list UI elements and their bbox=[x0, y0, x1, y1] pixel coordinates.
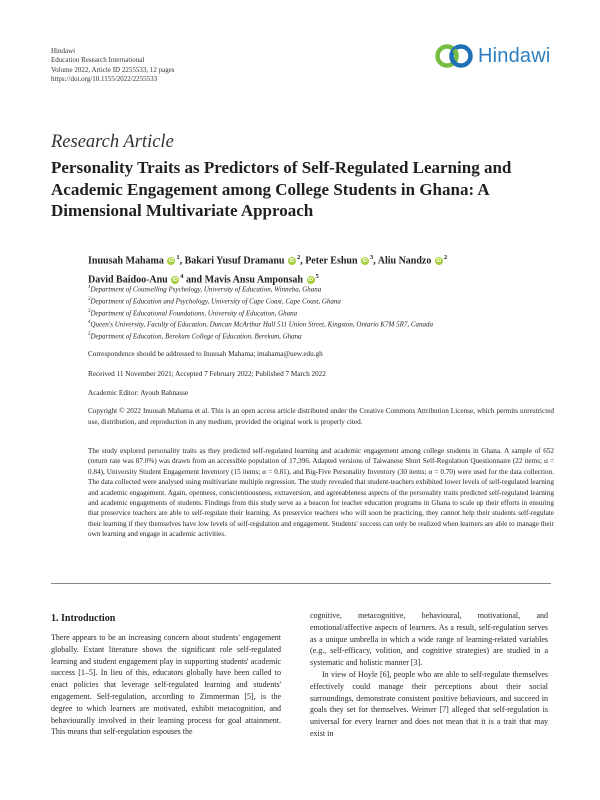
affiliation-item: $^1$Department of Counselling Psychology, University of Education, Winneba, Ghana bbox=[88, 285, 322, 294]
author-name[interactable]: Mavis Ansu Amponsah bbox=[204, 274, 303, 286]
copyright-notice: Copyright © 2022 Inuusah Mahama et al. This is an open access article distributed under the Creative Commons Attribution License, which permits unrestricted use, distribution, and reproduction in any medium, provided the original work is properly cited. bbox=[88, 407, 554, 426]
author-name[interactable]: Inuusah Mahama bbox=[88, 255, 164, 267]
author-sup: 4 bbox=[180, 272, 184, 280]
author-joiner: and bbox=[186, 274, 203, 286]
author-sup: 3 bbox=[370, 254, 374, 261]
affiliation-list bbox=[88, 283, 558, 342]
author-sup: 1 bbox=[176, 254, 180, 261]
author-name[interactable]: Peter Eshun bbox=[305, 255, 358, 267]
academic-editor: Academic Editor: Ayoub Bahnasse bbox=[88, 389, 189, 397]
journal-name: Education Research International bbox=[51, 56, 145, 65]
article-type: Research Article bbox=[51, 132, 174, 152]
article-title: Personality Traits as Predictors of Self-Regulated Learning and Academic Engagement among College Students in Ghana: A Dimensional Multivariate Approach bbox=[51, 158, 512, 220]
author-list: Inuusah Mahama $iD^1$, Bakari Yusuf Dramanu $iD^2$, Peter Eshun $iD^3$, Aliu Nandzo $iD^2$ David Baidoo-Anu $iD^4$ and Mavis Ansu Amponsah $iD^5$ bbox=[88, 254, 448, 286]
orcid-icon[interactable]: iD bbox=[362, 258, 368, 265]
orcid-icon[interactable]: iD bbox=[172, 277, 178, 284]
author-sup: 5 bbox=[315, 272, 319, 280]
body-paragraph: In view of Hoyle [6], people who are able to self-regulate themselves effectively could manage their perceptions about their social surroundings, demonstrate consistent positive behaviours, and succeed in goals they set for themselves. Weimer [7] alleged that self-regulation is universal for every learner and does not mean that it is a trait that may exist in bbox=[310, 669, 548, 738]
author-name[interactable]: Bakari Yusuf Dramanu bbox=[184, 255, 285, 267]
body-paragraph: cognitive, metacognitive, behavioural, motivational, and emotional/affective aspects of learners. As a result, self-regulation serves as a unique umbrella in which a wide range of learning-related variables (e.g., self-efficacy, volition, and cognitive strategies) are studied in a systematic and holistic manner [3]. bbox=[310, 611, 548, 668]
logo-text: Hindawi bbox=[478, 44, 551, 67]
left-column bbox=[51, 632, 281, 738]
author-sup: 2 bbox=[296, 254, 301, 261]
affiliation-item: $^4$Queen's University, Faculty of Education, Duncan McArthur Hall 511 Union Street, Kingston, Ontario K7M 5R7, Canada bbox=[88, 320, 434, 329]
body-paragraph: There appears to be an increasing concern about students' engagement globally. Extant literature shows the significant role self-regulated learning and student engagement play in supporting students' academic success [1–5]. In lieu of this, educators globally have been called to enact policies that leverage self-regulated learning and students' engagement. Self-regulation, according to Zimmerman [5], is the degree to which learners are motivated, exhibit metacognition, and behaviourally involved in their learning process for goal attainment. This means that self-regulation espouses the bbox=[51, 633, 281, 737]
affiliation-item: $^5$Department of Education, Berekum College of Education, Berekum, Ghana bbox=[88, 332, 302, 341]
affiliation-item: $^3$Department of Educational Foundations, University of Education, Ghana bbox=[88, 308, 298, 317]
author-sup: 2 bbox=[443, 254, 448, 261]
section-divider bbox=[51, 583, 551, 584]
hindawi-logo bbox=[434, 43, 551, 69]
correspondence: Correspondence should be addressed to Inuusah Mahama; imahama@uew.edu.gh bbox=[88, 350, 323, 358]
right-column bbox=[310, 610, 548, 740]
doi-link[interactable]: https://doi.org/10.1155/2022/2255533 bbox=[51, 75, 158, 84]
affiliation-item: $^2$Department of Education and Psychology, University of Cape Coast, Cape Coast, Ghana bbox=[88, 296, 341, 306]
publisher-name: Hindawi bbox=[51, 47, 76, 55]
orcid-icon[interactable]: iD bbox=[436, 258, 442, 265]
orcid-icon[interactable]: iD bbox=[308, 277, 313, 284]
volume-line: Volume 2022, Article ID 2255533, 12 pages bbox=[51, 65, 175, 74]
orcid-icon[interactable]: iD bbox=[289, 258, 295, 265]
orcid-icon[interactable]: iD bbox=[168, 258, 174, 265]
author-name[interactable]: David Baidoo-Anu bbox=[88, 274, 168, 286]
abstract: The study explored personality traits as they predicted self-regulated learning and academic engagement among college students in Ghana. A sample of 652 (return rate was 87.0%) was drawn from an accessible population of 17,396. Adapted versions of Taiwanese Short Self-Regulation Questionnaire (22 items; α = 0.84), University Student Engagement Inventory (15 items; α = 0.81), and Big-Five Personality Inventory (30 items; α = 0.70) were used for the data collection. The data collected were analysed using multivariate multiple regression. The study revealed that student-teachers exhibited lower levels of self-regulated learning and academic engagement. Again, openness, conscientiousness, extraversion, and agreeableness aspects of the personality traits predicted self-regulated learning and academic engagements of students. Findings from this study serve as a beacon for teacher education programs in Ghana to scale up their efforts in ensuring that preservice teachers are able to self-regulate their learning. As preservice teachers who will soon be practicing, they cannot help their students self-regulate their learning if they themselves have low levels of self-regulation and engagement. Students' success can only be realized when learners are able to manage their own learning and engage in academic activities. bbox=[88, 447, 554, 539]
section-heading: 1. Introduction bbox=[51, 613, 116, 624]
publication-dates: Received 11 November 2021; Accepted 7 February 2022; Published 7 March 2022 bbox=[88, 370, 326, 378]
hindawi-logo-icon bbox=[434, 43, 474, 69]
journal-meta bbox=[51, 47, 175, 85]
author-name[interactable]: Aliu Nandzo bbox=[377, 255, 432, 267]
